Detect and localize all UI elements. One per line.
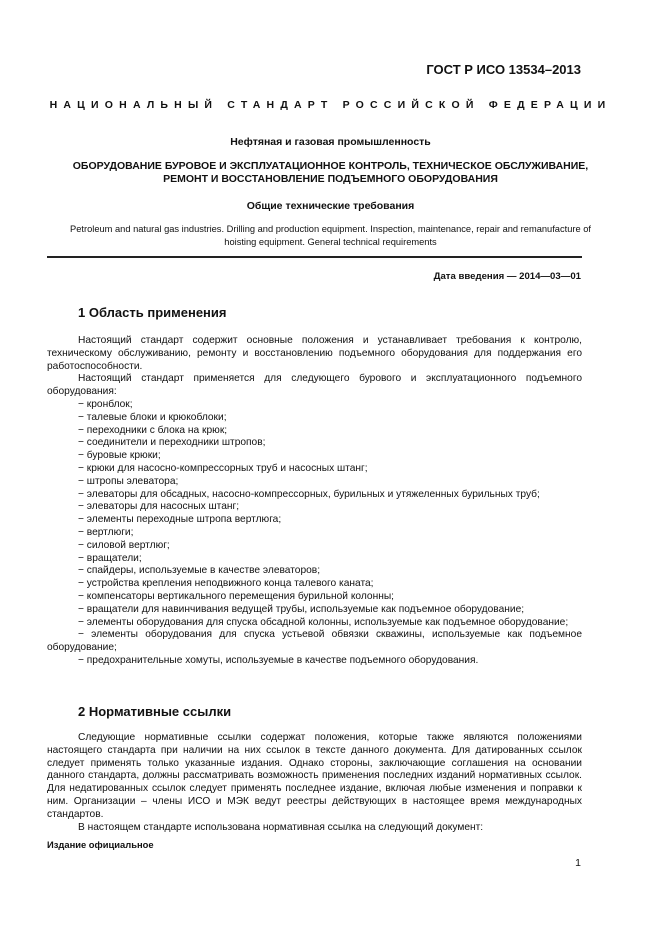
document-code: ГОСТ Р ИСО 13534–2013 — [426, 62, 581, 77]
official-edition-label: Издание официальное — [47, 839, 154, 850]
section-1-heading: 1 Область применения — [78, 305, 227, 320]
equipment-list — [47, 399, 582, 668]
list-item: − элементы оборудования для спуска устьевой обвязки скважины, используемые как подъемное оборудование; — [47, 629, 582, 654]
document-title-english: Petroleum and natural gas industries. Drilling and production equipment. Inspection, maintenance, repair and remanufacture of hoisting equipment. General technical requirements — [70, 224, 591, 247]
list-item: − штропы элеватора; — [78, 475, 179, 487]
section-2-paragraph: В настоящем стандарте использована нормативная ссылка на следующий документ: — [78, 821, 484, 833]
section-2-body — [47, 732, 582, 834]
list-item: − вращатели для навинчивания ведущей трубы, используемые как подъемное оборудование; — [78, 603, 525, 615]
list-item: − силовой вертлюг; — [78, 539, 170, 551]
section-1-body — [47, 335, 582, 668]
list-item: − спайдеры, используемые в качестве элеваторов; — [78, 565, 321, 577]
list-item: − крюки для насосно-компрессорных труб и насосных штанг; — [78, 462, 368, 474]
national-standard-banner: НАЦИОНАЛЬНЫЙ СТАНДАРТ РОССИЙСКОЙ ФЕДЕРАЦИИ — [49, 99, 612, 111]
section-1-paragraph: Настоящий стандарт применяется для следующего бурового и эксплуатационного подъемного оборудования: — [47, 373, 582, 398]
section-2-paragraph: Следующие нормативные ссылки содержат положения, которые также являются положениями настоящего стандарта при наличии на них ссылок в тексте данного документа. Для датированных ссылок следует применять только указанные издания. Однако стороны, заключающие соглашения на основании данного стандарта, должны рассматривать возможность применения последних изданий нормативных ссылок. Для недатированных ссылок следует применять последнее издание, включая любые изменения и поправки к ним. Организации – члены ИСО и МЭК ведут реестры действующих в настоящее время международных стандартов. — [47, 732, 582, 820]
list-item: − вращатели; — [78, 552, 142, 564]
header-divider — [47, 256, 582, 258]
list-item: − вертлюги; — [78, 526, 134, 538]
list-item: − компенсаторы вертикального перемещения бурильной колонны; — [78, 590, 394, 602]
list-item: − переходники с блока на крюк; — [78, 424, 228, 436]
document-subtitle: Общие технические требования — [246, 200, 415, 212]
list-item: − кронблок; — [78, 398, 133, 410]
list-item: − элементы оборудования для спуска обсадной колонны, используемые как подъемное оборудование; — [78, 616, 569, 628]
document-title: ОБОРУДОВАНИЕ БУРОВОЕ И ЭКСПЛУАТАЦИОННОЕ КОНТРОЛЬ, ТЕХНИЧЕСКОЕ ОБСЛУЖИВАНИЕ, РЕМОНТ И ВОССТАНОВЛЕНИЕ ПОДЪЕМНОГО ОБОРУДОВАНИЯ — [72, 160, 589, 185]
list-item: − элементы переходные штропа вертлюга; — [78, 514, 282, 526]
list-item: − соединители и переходники штропов; — [78, 437, 266, 449]
list-item: − устройства крепления неподвижного конца талевого каната; — [78, 578, 374, 590]
list-item: − буровые крюки; — [78, 450, 161, 462]
introduction-date: Дата введения — 2014—03—01 — [433, 271, 581, 282]
page-number: 1 — [575, 857, 581, 869]
industry-line: Нефтяная и газовая промышленность — [230, 136, 431, 148]
list-item: − элеваторы для насосных штанг; — [78, 501, 240, 513]
list-item: − талевые блоки и крюкоблоки; — [78, 411, 227, 423]
list-item: − предохранительные хомуты, используемые в качестве подъемного оборудования. — [78, 654, 479, 666]
section-1-paragraph: Настоящий стандарт содержит основные положения и устанавливает требования к контролю, техническому обслуживанию, ремонту и восстановлению подъемного оборудования для поддержания его работоспособности. — [47, 335, 582, 372]
section-2-heading: 2 Нормативные ссылки — [78, 704, 232, 719]
list-item: − элеваторы для обсадных, насосно-компрессорных, бурильных и утяжеленных бурильных труб; — [78, 488, 540, 500]
